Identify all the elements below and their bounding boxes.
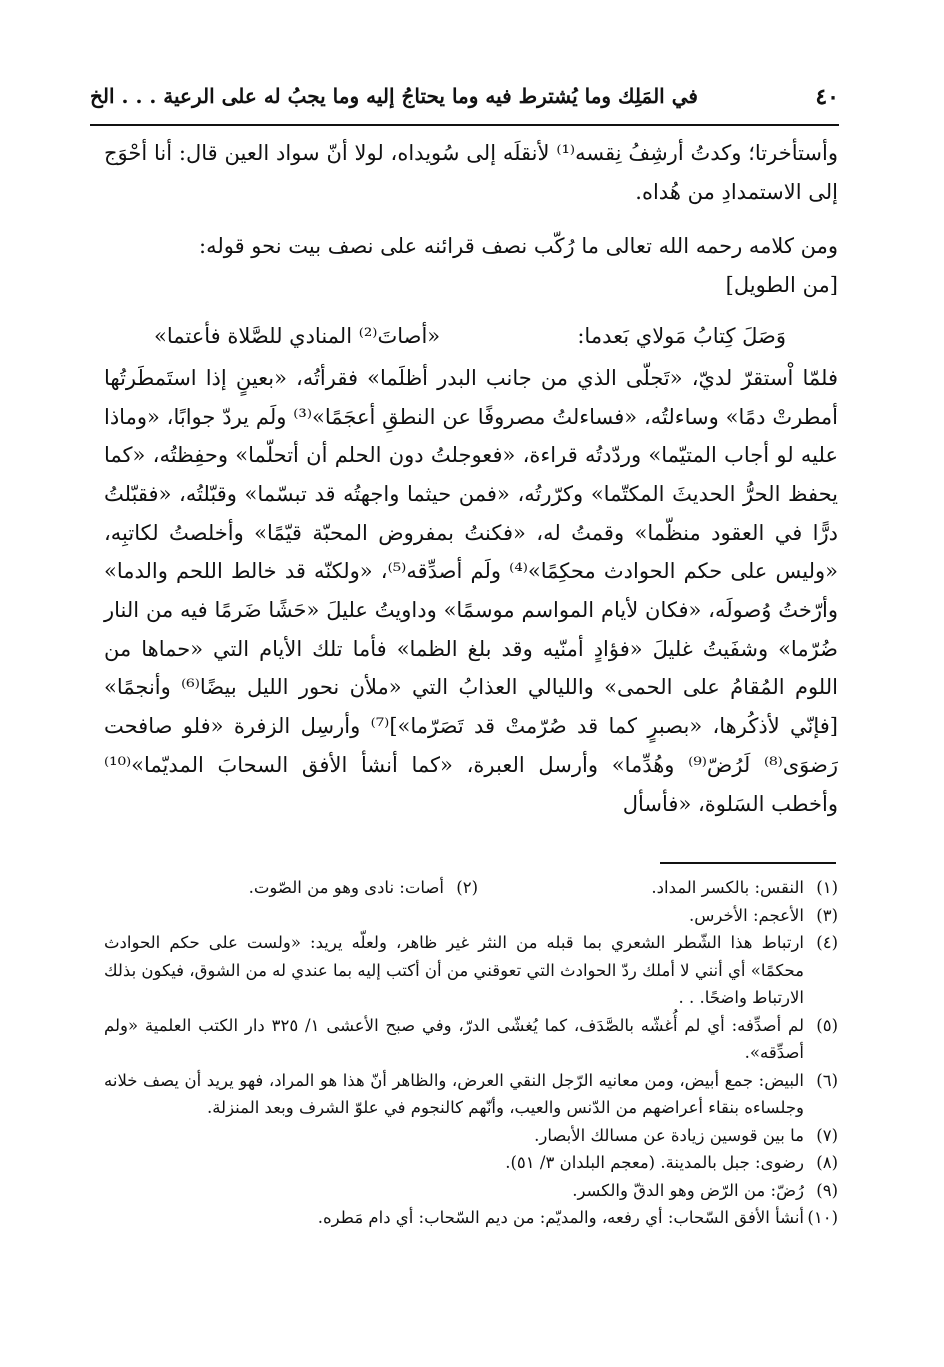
paragraph-2: ومن كلامه رحمه الله تعالى ما رُكّب نصف قرائنه على نصف بيت نحو قوله: [199,234,838,259]
footnote-9 [104,1177,838,1205]
footnote-text: النقس: بالكسر المداد. [651,878,804,897]
footnotes [104,874,838,1232]
paragraph-3: فلمّا اْستقرّ لديّ، «تَجلّى الذي من جانب البدر أظلَما» فقرأتُه، «بعينٍ إذا استَمطَرتُها أمطرتْ دمًا» وساءلتُه، «فساءلتُ مصروفًا عن النطقِ أعجَمًا»⁽³⁾ ولَم يردّ جوابًا، «وماذا عليه لو أجاب المتيّما» وردّدتُه قراءة، «فعوجلتُ دون الحلم أن أتحلّما» وحفِظتُه، «كما يحفظ الحرُّ الحديثَ المكتّما» وكرّرتُه، «فمن حيثما واجهتُه قد تبسّما» وقبّلتُه، «فقبّلتُ درًّا في العقود منظّما» وقمتُ له، «فكنتُ بمفروض المحبّة قيّمًا» وأخلصتُ لكاتبِه، «وليس على حكم الحوادث محكِمًا»⁽⁴⁾ ولَم أصدِّقه⁽⁵⁾، «ولكنّه قد خالط اللحم والدما» وأرّختُ وُصولَه، «فكان لأيام المواسم موسمًا» وداويتُ عليلَ «حَشًا ضَرمًا فيه من النار ضُرّما» وشفَيتُ غليلَ «فؤادٍ أمنّيه وقد بلغ الظما» فأما تلك الأيام التي «حماها من اللوم المُقامُ على الحمى» والليالي العذابُ التي «ملأن نحور الليل بيضًا⁽⁶⁾ وأنجمًا» [فإنّي لأذكُرها، «بصبرٍ كما قد صُرّمتْ قد تَصَرّما»]⁽⁷⁾ وأرسِل الزفرة «فلو صافحت رَضوَى⁽⁸⁾ لَرُضّ⁽⁹⁾ وهُدِّما» وأرسل العبرة، «كما أنشأ الأفق السحابَ المديّما»⁽¹⁰⁾ وأخطب السَلوة، «فأسأل [104,365,838,816]
footnote-number: (١٠) [807,1208,838,1227]
header-divider [90,124,839,126]
footnote-text: ما بين قوسين زيادة عن مسالك الأبصار. [534,1125,804,1145]
footnote-number: (٨) [816,1153,838,1172]
footnote-text: رُضّ: من الرّض وهو الدقّ والكسر. [572,1180,804,1200]
footnote-text: لم أصدِّفه: أي لم أُغشّه بالصَّدَف، كما يُغشّى الدرّ، وفي صبح الأعشى ١/ ٣٢٥ دار الكتب العلمية «ولم أصدِّقه». [104,1015,804,1062]
footnote-text: أصات: نادى وهو من الصّوت. [248,878,444,897]
verse-first-hemistich: وَصَلَ كِتابُ مَولاي بَعدما: [577,323,786,348]
footnote-text: ارتباط هذا الشّطر الشعري بما قبله من النثر غير ظاهر، ولعلّه يريد: «ولست على حكم الحوادث محكمًا» أي أنني لا أملك ردّ الحوادث التي تعوقني من أن أكتب إليه بما عندي له من الشوق، فيكون بذلك الارتباط واضحًا. . . [104,933,804,1007]
footnote-3 [104,902,838,930]
footnote-row-1-2 [104,874,838,902]
footnote-number: (٧) [816,1125,838,1145]
footnote-number: (٥) [816,1015,838,1035]
footnote-number: (٤) [816,933,838,952]
footnote-7 [104,1122,838,1150]
running-title: في المَلِك وما يُشترط فيه وما يحتاجُ إليه وما يجبُ له على الرعية . . . الخ [90,84,698,108]
spacer [104,211,838,227]
footnote-text: أنشأ الأفق السّحاب: أي رفعه، والمديّم: من ديم السّحاب: أي دام مَطره. [317,1208,804,1227]
footnote-5 [104,1012,838,1067]
verse-second-hemistich: «أصاتَ⁽²⁾ المنادي للصَّلاة فأعتما» [154,323,441,348]
meter-label: [من الطويل] [725,273,838,298]
verse-line [104,315,838,359]
footnote-10 [104,1204,838,1232]
main-text [104,134,838,823]
page-header [90,84,839,118]
footnote-text: البيض: جمع أبيض، ومن معانيه الرّجل النقي العرض، والظاهر أنّ هذا هو المراد، فهو يريد أن يصف خلانه وجلساءه بنقاء أعراضهم من الدّنس والعيب، وأنّهم كالنجوم في علوّ الشرف وبعد المنزلة. [104,1070,804,1117]
footnote-6 [104,1067,838,1122]
footnote-8 [104,1149,838,1177]
footnote-number: (٦) [816,1070,838,1090]
paragraph-1: وأستأخرتا؛ وكدتُ أرشِفُ نِقسه⁽¹⁾ لأنقلَه إلى سُويداه، لولا أنّ سواد العين قال: أنا أحْوَج إلى الاستمدادِ من هُداه. [104,141,838,204]
footnote-text: رضوى: جبل بالمدينة. (معجم البلدان ٣/ ٥١). [505,1153,804,1172]
footnote-number: (٢) [456,878,478,897]
footnote-text: الأعجم: الأخرس. [689,905,804,925]
footnote-number: (١) [816,878,838,897]
footnote-4 [104,929,838,1012]
footnote-divider [660,862,836,864]
footnote-number: (٣) [816,905,838,925]
page-number: ٤٠ [815,84,839,110]
footnote-number: (٩) [816,1180,838,1200]
